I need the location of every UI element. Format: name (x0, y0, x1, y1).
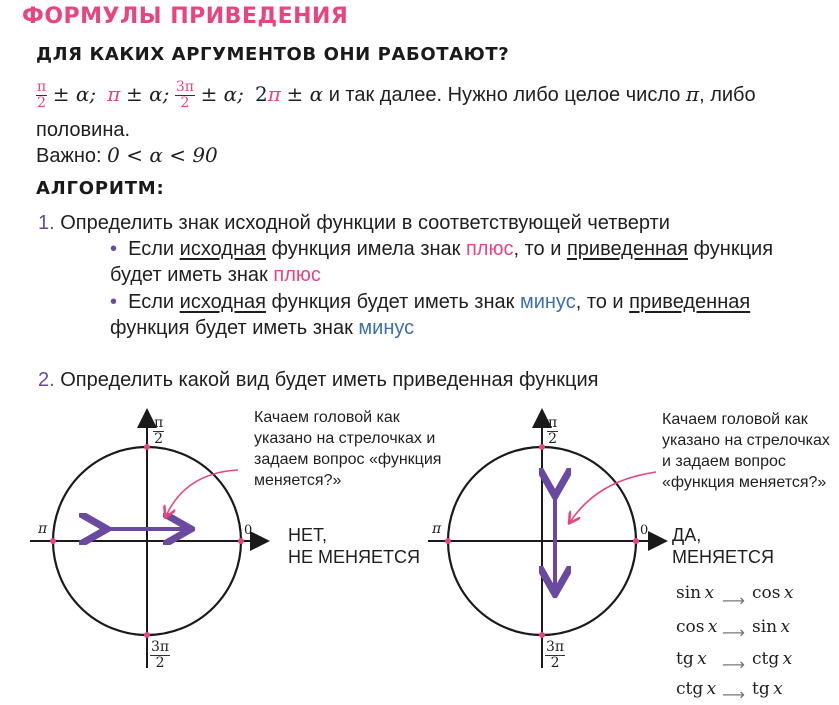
point-bottom (539, 632, 545, 638)
pi-over-2-fraction: $\frac{\pi}{2}$ (37, 79, 47, 111)
arrow-right-icon: ⟶ (722, 625, 745, 642)
three-pi-over-2-fraction: $\frac{3\pi}{2}$ (175, 79, 194, 111)
alpha-range-formula: 0 < α < 90 (107, 143, 218, 167)
label-3pi-over-2: $\frac{3\pi}{2}$ (151, 639, 170, 671)
step-1-bullet-1: • Если исходная функция имела знак плюс, то и приведенная функция (110, 238, 774, 260)
arrow-right-icon: ⟶ (722, 657, 745, 674)
label-pi: π (38, 521, 48, 537)
step-1-bullet-1-line2: будет иметь знак плюс (110, 264, 321, 286)
function-change-table (676, 583, 826, 705)
label-pi-over-2: $\frac{\pi}{2}$ (154, 415, 164, 447)
point-bottom (144, 632, 150, 638)
pi-symbol: π (107, 81, 121, 106)
label-pi: π (432, 521, 442, 537)
label-zero: 0 (244, 523, 253, 538)
step-2: 2. Определить какой вид будет иметь приведенная функция (38, 369, 599, 391)
step-1-bullet-2-line2: функция будет иметь знак минус (110, 317, 415, 339)
point-right (238, 538, 244, 544)
change-row: sin x ⟶ cos x (676, 583, 794, 610)
point-right (633, 538, 639, 544)
important-note: Важно: 0 < α < 90 (36, 143, 218, 167)
point-left (445, 538, 451, 544)
point-left (50, 538, 56, 544)
change-row: cos x ⟶ sin x (676, 617, 791, 642)
intro-text-line2: половина. (36, 119, 131, 141)
arguments-formula-line: $\frac{\pi}{2}$ ± α; π ± α; $\frac{3\pi}{2}$ ± α; 2π ± α и так далее. Нужно либо целое число π, либо (37, 79, 756, 111)
section-heading-arguments: ДЛЯ КАКИХ АРГУМЕНТОВ ОНИ РАБОТАЮТ? (36, 44, 510, 65)
diagram-2-answer: ДА, МЕНЯЕТСЯ (672, 525, 774, 567)
arrow-right-icon: ⟶ (722, 687, 745, 704)
diagram-2-note: Качаем головой как указано на стрелочках и задаем вопрос «функция меняется?» (662, 411, 830, 491)
diagram-1-answer: НЕТ, НЕ МЕНЯЕТСЯ (288, 525, 421, 567)
section-heading-algorithm: АЛГОРИТМ: (36, 178, 165, 199)
label-zero: 0 (640, 523, 649, 538)
step-1: 1. Определить знак исходной функции в соответствующей четверти (38, 212, 670, 234)
arrow-right-icon: ⟶ (722, 593, 745, 610)
change-row: tg x ⟶ ctg x (676, 649, 793, 674)
label-pi-over-2: $\frac{\pi}{2}$ (548, 415, 558, 447)
step-1-bullet-2: • Если исходная функция будет иметь знак минус, то и приведенная (110, 291, 751, 313)
point-top (539, 444, 545, 450)
point-top (144, 444, 150, 450)
page-title: ФОРМУЛЫ ПРИВЕДЕНИЯ (22, 4, 349, 29)
diagram-1-note: Качаем головой как указано на стрелочках и задаем вопрос «функция меняется?» (254, 409, 442, 489)
intro-text: и так далее. Нужно либо целое число (328, 83, 681, 106)
label-3pi-over-2: $\frac{3\pi}{2}$ (546, 639, 565, 671)
change-row: ctg x ⟶ tg x (676, 679, 783, 704)
